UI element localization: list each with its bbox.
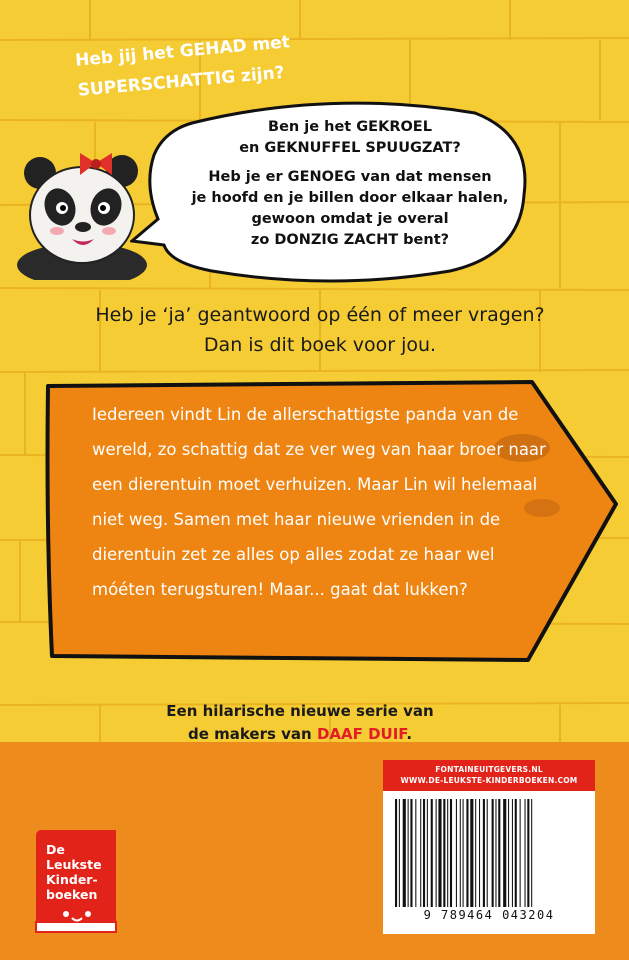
barcode-bar xyxy=(438,799,441,907)
tagline-line-2: SUPERSCHATTIG zijn? xyxy=(77,62,286,101)
blurb-text: Iedereen vindt Lin de allerschattigste panda van de wereld, zo schattig dat ze ver weg van haar broer naar een dierentuin moet verhuizen. Maar Lin wil helemaal niet weg. Samen met haar nieuwe vrienden in de dierentuin zet ze alles op alles zodat ze haar wel móéten terugsturen! Maar... gaat dat lukken? xyxy=(92,405,546,599)
barcode-bar xyxy=(415,799,416,907)
barcode-bar xyxy=(420,799,421,907)
barcode-bar xyxy=(512,799,513,907)
barcode-bar xyxy=(525,799,526,907)
logo-line-1: De xyxy=(46,842,65,857)
logo-text xyxy=(46,842,116,902)
barcode-bar xyxy=(408,799,409,907)
barcode-bar xyxy=(508,799,509,907)
barcode-bar xyxy=(460,799,461,907)
series-prefix: de makers van xyxy=(187,725,317,743)
barcode-bar xyxy=(527,799,529,907)
barcode-bar xyxy=(466,799,468,907)
series-tagline xyxy=(120,700,480,746)
barcode-bar xyxy=(520,799,521,907)
barcode-bar xyxy=(410,799,412,907)
bubble-question-2-line-3: gewoon omdat je overal xyxy=(251,211,449,227)
series-line-2 xyxy=(120,723,480,746)
barcode-bar xyxy=(436,799,437,907)
publisher-urls xyxy=(383,760,595,791)
publisher-url-2: WWW.DE-LEUKSTE-KINDERBOEKEN.COM xyxy=(400,776,578,785)
barcode-bar xyxy=(403,799,406,907)
barcode xyxy=(383,791,595,934)
series-suffix: . xyxy=(406,725,413,743)
barcode-bar xyxy=(475,799,476,907)
barcode-bar xyxy=(399,799,400,907)
barcode-bar xyxy=(463,799,464,907)
bubble-question-2-line-1: Heb je er GENOEG van dat mensen xyxy=(208,169,492,185)
publisher-url-1: FONTAINEUITGEVERS.NL xyxy=(435,765,543,774)
barcode-bar xyxy=(498,799,500,907)
barcode-bar xyxy=(503,799,506,907)
barcode-bar xyxy=(443,799,445,907)
barcode-bar xyxy=(456,799,457,907)
barcode-bar xyxy=(531,799,532,907)
barcode-bar xyxy=(470,799,473,907)
barcode-bars xyxy=(393,799,585,911)
logo-line-2: Leukste xyxy=(46,857,102,872)
barcode-bar xyxy=(479,799,480,907)
barcode-bar xyxy=(483,799,485,907)
bubble-question-2-line-2: je hoofd en je billen door elkaar halen, xyxy=(191,190,509,206)
barcode-bar xyxy=(492,799,494,907)
speech-bubble-text xyxy=(190,117,510,251)
barcode-bar xyxy=(450,799,452,907)
question-line-2: Dan is dit boek voor jou. xyxy=(203,334,437,356)
bubble-question-1-line-2: en GEKNUFFEL SPUUGZAT? xyxy=(239,140,461,156)
bubble-question-2-line-4: zo DONZIG ZACHT bent? xyxy=(250,232,450,248)
barcode-bar xyxy=(431,799,433,907)
question-line-1: Heb je ‘ja’ geantwoord op één of meer vragen? xyxy=(95,304,545,326)
barcode-bar xyxy=(487,799,488,907)
barcode-bar xyxy=(427,799,428,907)
barcode-bar xyxy=(447,799,448,907)
bubble-question-1-line-1: Ben je het GEKROEL xyxy=(268,119,432,135)
barcode-bar xyxy=(423,799,425,907)
logo-line-3: Kinder- xyxy=(46,872,98,887)
series-line-1: Een hilarische nieuwe serie van xyxy=(166,702,434,720)
tagline-line-1: Heb jij het GEHAD met xyxy=(74,32,291,71)
logo-line-4: boeken xyxy=(46,887,98,902)
isbn-number: 9 789464 043204 xyxy=(423,908,555,922)
series-highlight: DAAF DUIF xyxy=(316,725,407,743)
barcode-bar xyxy=(395,799,397,907)
question-text xyxy=(40,300,600,360)
barcode-bar xyxy=(515,799,517,907)
barcode-bar xyxy=(495,799,496,907)
